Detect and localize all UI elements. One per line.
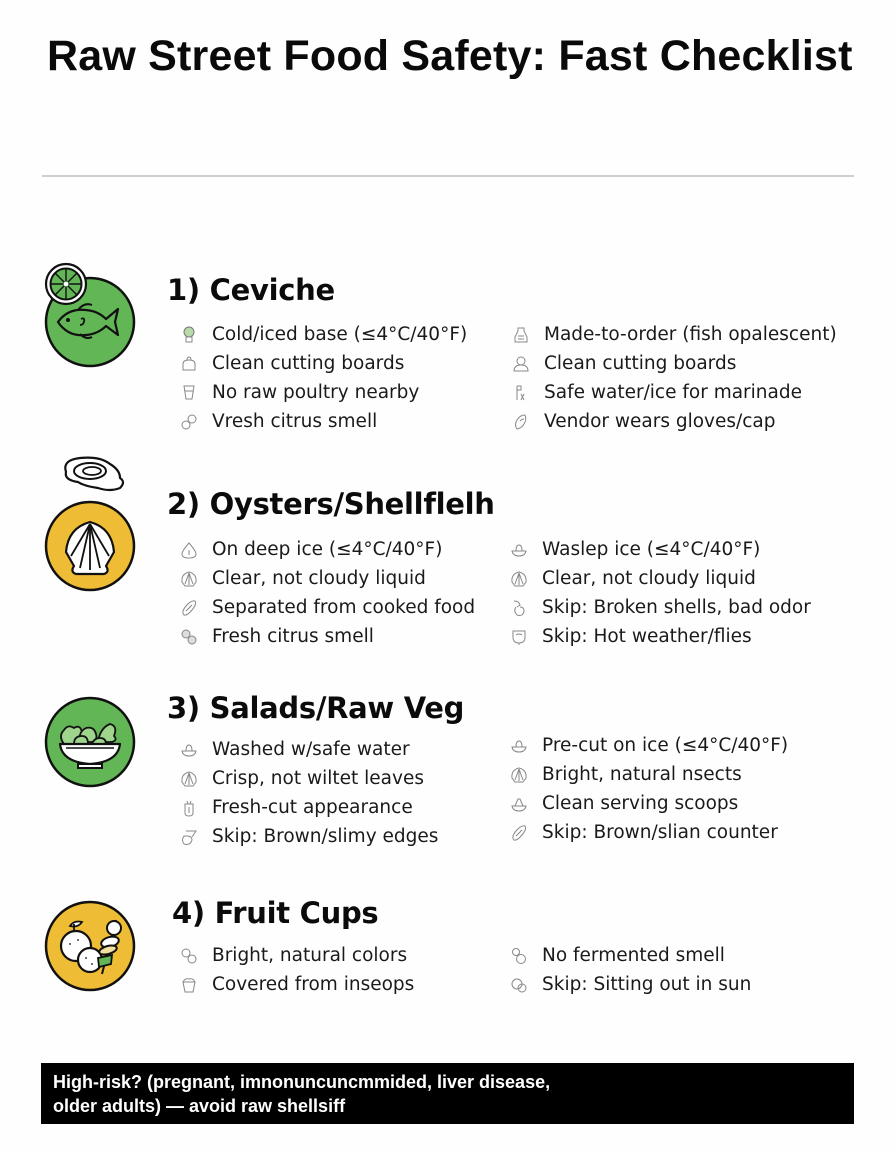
cup-icon	[178, 382, 200, 404]
covered-cup-icon	[178, 974, 200, 996]
item-text: Separated from cooked food	[212, 597, 476, 618]
jar-icon	[510, 324, 532, 346]
sun-icon	[508, 974, 530, 996]
water-tap-icon	[510, 382, 532, 404]
warning-line-2: older adults) — avoid raw shellsiff	[53, 1096, 346, 1116]
glove-icon	[510, 411, 532, 433]
citrus-icon	[178, 626, 200, 648]
checklist-item	[510, 378, 837, 407]
checklist-item	[178, 622, 475, 651]
section-heading: 1) Ceviche	[167, 273, 335, 307]
item-text: Skip: Brown/slimy edges	[212, 826, 439, 847]
checklist-item	[178, 349, 467, 378]
item-text: Cold/iced base (≤4°C/40°F)	[212, 324, 468, 345]
item-text: Clean cutting boards	[212, 353, 405, 374]
leaf-icon	[178, 826, 200, 848]
checklist-item	[178, 564, 475, 593]
title-divider	[42, 175, 854, 177]
checklist-item	[178, 793, 438, 822]
checklist-item	[508, 789, 788, 818]
checklist-right	[510, 320, 837, 436]
section-heading: 4) Fruit Cups	[172, 896, 379, 930]
item-text: Skip: Brown/slian counter	[542, 822, 778, 843]
item-text: Skip: Sitting out in sun	[542, 974, 752, 995]
high-risk-warning-banner	[41, 1063, 854, 1124]
item-text: Bright, natural colors	[212, 945, 408, 966]
item-text: Covered from inseops	[212, 974, 415, 995]
fruit-icon	[178, 945, 200, 967]
checklist-item	[510, 407, 837, 436]
section-heading: 2) Oysters/Shellflelh	[167, 487, 495, 521]
checklist-left	[178, 735, 438, 851]
page-title: Raw Street Food Safety: Fast Checklist	[47, 32, 853, 80]
cut-icon	[178, 797, 200, 819]
item-text: Skip: Hot weather/flies	[542, 626, 752, 647]
shell-icon	[508, 568, 530, 590]
shell-icon	[508, 764, 530, 786]
checklist-item	[508, 970, 751, 999]
checklist-item	[178, 407, 467, 436]
item-text: Vendor wears gloves/cap	[544, 411, 776, 432]
checklist-item	[508, 564, 811, 593]
checklist-item	[178, 378, 467, 407]
item-text: Clear, not cloudy liquid	[542, 568, 756, 589]
item-text: Clear, not cloudy liquid	[212, 568, 426, 589]
bowl-ice-icon	[508, 539, 530, 561]
shell-icon	[178, 768, 200, 790]
fly-icon	[508, 626, 530, 648]
board-icon	[510, 353, 532, 375]
checklist-item	[178, 593, 475, 622]
separate-icon	[178, 597, 200, 619]
item-text: Clean cutting boards	[544, 353, 737, 374]
item-text: Safe water/ice for marinade	[544, 382, 802, 403]
fruit-icon	[508, 945, 530, 967]
item-text: Crisp, not wiltet leaves	[212, 768, 424, 789]
fruit-skewer-icon	[44, 900, 136, 992]
checklist-item	[178, 735, 438, 764]
checklist-item	[178, 535, 475, 564]
item-text: No fermented smell	[542, 945, 725, 966]
checklist-item	[178, 764, 438, 793]
item-text: Fresh citrus smell	[212, 626, 374, 647]
shell-icon	[178, 568, 200, 590]
checklist-item	[178, 822, 438, 851]
item-text: No raw poultry nearby	[212, 382, 420, 403]
salad-bowl-icon	[44, 696, 136, 788]
checklist-item	[510, 320, 837, 349]
checklist-item	[508, 760, 788, 789]
item-text: Made-to-order (fish opalescent)	[544, 324, 837, 345]
checklist-item	[178, 941, 414, 970]
checklist-right	[508, 941, 751, 999]
checklist-right	[508, 731, 788, 847]
checklist-left	[178, 535, 475, 651]
item-text: Waslep ice (≤4°C/40°F)	[542, 539, 761, 560]
checklist-item	[508, 818, 788, 847]
bowl-ice-icon	[508, 735, 530, 757]
citrus-icon	[178, 411, 200, 433]
item-text: Vresh citrus smell	[212, 411, 378, 432]
cutting-board-icon	[178, 353, 200, 375]
checklist-item	[508, 593, 811, 622]
item-text: Skip: Broken shells, bad odor	[542, 597, 811, 618]
warning-line-1: High-risk? (pregnant, imnonuncuncmmided, liver disease,	[53, 1072, 551, 1092]
ice-drop-icon	[178, 539, 200, 561]
checklist-item	[508, 731, 788, 760]
checklist-item	[510, 349, 837, 378]
item-text: Bright, natural nsects	[542, 764, 742, 785]
ice-cup-icon	[178, 324, 200, 346]
item-text: Pre-cut on ice (≤4°C/40°F)	[542, 735, 789, 756]
item-text: Fresh-cut appearance	[212, 797, 413, 818]
section-heading: 3) Salads/Raw Veg	[167, 691, 465, 725]
item-text: Washed w/safe water	[212, 739, 410, 760]
checklist-left	[178, 320, 467, 436]
checklist-item	[508, 535, 811, 564]
checklist-item	[508, 941, 751, 970]
item-text: Clean serving scoops	[542, 793, 739, 814]
separate-icon	[508, 822, 530, 844]
checklist-item	[508, 622, 811, 651]
checklist-right	[508, 535, 811, 651]
checklist-left	[178, 941, 414, 999]
broken-shell-icon	[508, 597, 530, 619]
checklist-item	[178, 970, 414, 999]
bowl-ice-icon	[178, 739, 200, 761]
checklist-item	[178, 320, 467, 349]
oyster-shell-icon	[44, 500, 136, 592]
item-text: On deep ice (≤4°C/40°F)	[212, 539, 443, 560]
scoop-icon	[508, 793, 530, 815]
fish-with-lime-icon	[44, 276, 136, 368]
